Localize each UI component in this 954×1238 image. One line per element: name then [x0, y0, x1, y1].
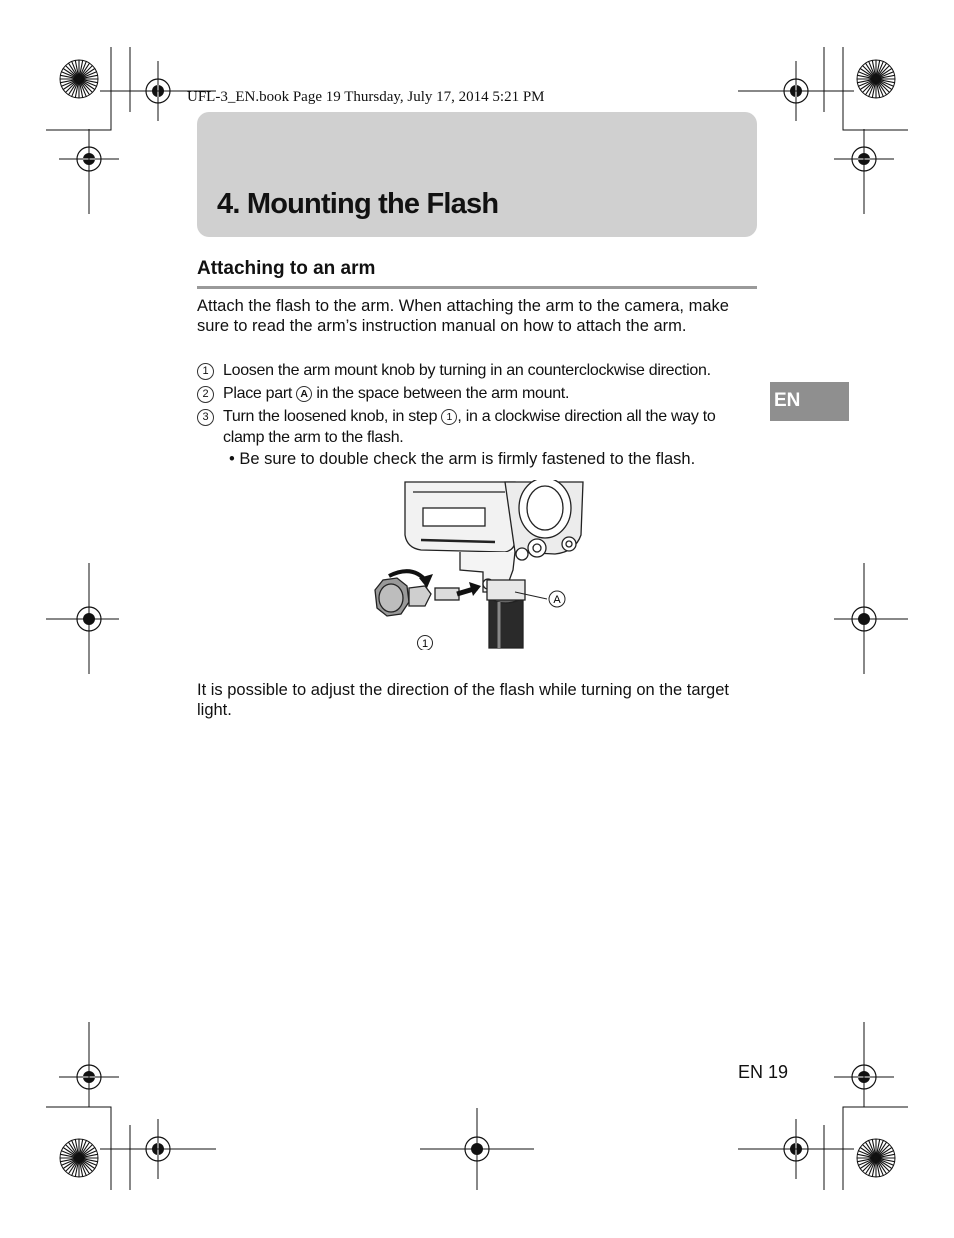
section-heading: Attaching to an arm: [197, 258, 376, 279]
step-3: [197, 406, 767, 427]
step-number: 1: [197, 363, 214, 380]
step-number: 3: [197, 409, 214, 426]
part-a-label: A: [296, 386, 312, 402]
language-tab: [770, 382, 849, 421]
step-text: Place part: [223, 385, 297, 402]
step-number: 2: [197, 386, 214, 403]
step-1: [197, 360, 767, 381]
language-tab-label: EN: [774, 390, 801, 411]
intro-paragraph: Attach the flash to the arm. When attaching the arm to the camera, make sure to read the arm’s instruction manual on how to attach the arm.: [197, 297, 729, 335]
step-text: Loosen the arm mount knob by turning in an counterclockwise direction.: [223, 362, 711, 379]
step-text: in the space between the arm mount.: [312, 385, 570, 402]
page-number: EN 19: [738, 1062, 789, 1082]
section-rule: [197, 286, 757, 289]
step-text: , in a clockwise direction all the way to: [457, 408, 716, 425]
print-header-line: UFL-3_EN.book Page 19 Thursday, July 17, 2014 5:21 PM: [187, 89, 545, 105]
outro-paragraph: It is possible to adjust the direction of the flash while turning on the target light.: [197, 681, 729, 719]
step-ref-1: 1: [441, 409, 457, 425]
page-title: 4. Mounting the Flash: [217, 188, 499, 220]
step-text: Turn the loosened knob, in step: [223, 408, 442, 425]
figure-label-1: 1: [421, 638, 429, 650]
bullet-note: • Be sure to double check the arm is firmly fastened to the flash.: [229, 450, 696, 468]
step-2: [197, 383, 767, 404]
step-3-continuation: clamp the arm to the flash.: [223, 429, 404, 446]
mounting-illustration: [365, 480, 585, 650]
figure-label-a: A: [553, 594, 561, 606]
